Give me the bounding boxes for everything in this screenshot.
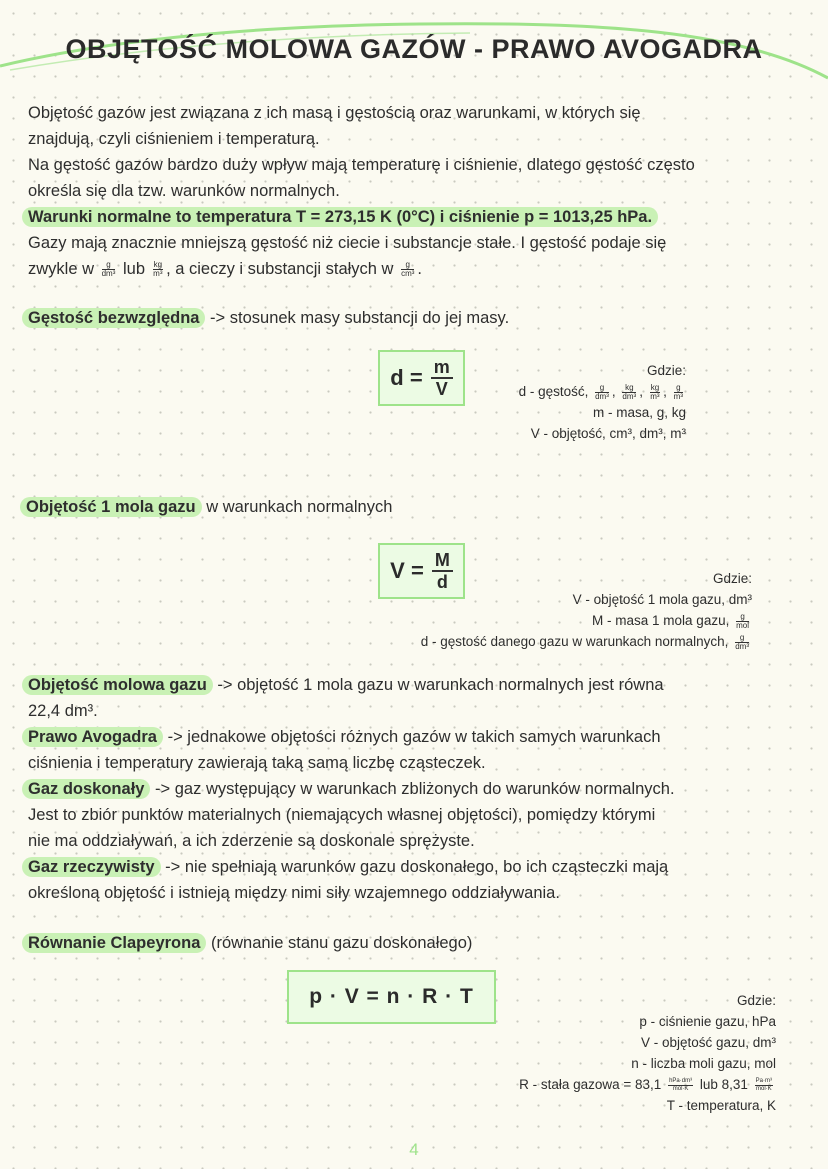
- intro-line: Objętość gazów jest związana z ich masą i gęstością oraz warunkami, w których się: [28, 104, 641, 122]
- definition-text: -> nie spełniają warunków gazu doskonałego, bo ich cząsteczki mają: [160, 858, 669, 876]
- intro-units-line: [28, 256, 788, 282]
- avogadro-term: Prawo Avogadra: [22, 727, 163, 747]
- clapeyron-formula-box: [287, 970, 496, 1024]
- intro-text: lub: [122, 260, 146, 278]
- density-legend: [519, 360, 686, 444]
- legend-line: p - ciśnienie gazu, hPa: [639, 1014, 776, 1029]
- unit-fraction: $\frac{kg}{\text{m³}}$: [153, 260, 163, 279]
- intro-text: , a cieczy i substancji stałych w: [166, 260, 394, 278]
- definition-text: -> gaz występujący w warunkach zbliżonych do warunków normalnych.: [150, 780, 675, 798]
- legend-line: V - objętość gazu, dm³: [640, 1035, 776, 1050]
- legend-line: V - objętość 1 mola gazu, dm³: [572, 592, 752, 607]
- clapeyron-legend: [519, 990, 776, 1116]
- definition-text: nie ma oddziaływań, a ich zderzenie są doskonale sprężyste.: [28, 832, 475, 850]
- intro-line: Gazy mają znacznie mniejszą gęstość niż ciecie i substancje stałe. I gęstość podaje się: [28, 234, 667, 252]
- formula-lhs: d =: [390, 365, 423, 390]
- density-definition: -> stosunek masy substancji do jej masy.: [205, 309, 510, 327]
- definition-text: -> jednakowe objętości różnych gazów w takich samych warunkach: [162, 728, 661, 746]
- unit-fraction: $\frac{g}{\text{cm³}}$: [401, 260, 415, 279]
- molar-rest: w warunkach normalnych: [201, 498, 393, 516]
- real-gas-term: Gaz rzeczywisty: [22, 857, 161, 877]
- clapeyron-term: Równanie Clapeyrona: [22, 933, 206, 953]
- legend-line: m - masa, g, kg: [592, 405, 686, 420]
- definition-text: 22,4 dm³.: [28, 702, 98, 720]
- intro-text: .: [417, 260, 422, 278]
- legend-header: Gdzie:: [646, 363, 686, 378]
- definition-text: ciśnienia i temperatury zawierają taką samą liczbę cząsteczek.: [28, 754, 486, 772]
- ideal-gas-term: Gaz doskonały: [22, 779, 150, 799]
- definition-text: Jest to zbiór punktów materialnych (niemających własnej objętości), pomiędzy którymi: [28, 806, 656, 824]
- intro-paragraph: [28, 100, 788, 282]
- legend-line: d - gęstość, $\frac{g}{\text{dm³}}$ , $\frac{kg}{\text{dm³}}$ , $\frac{kg}{\text{m³}}$ , $\frac{g}{\text{m³}}$: [518, 382, 683, 401]
- density-heading: [28, 305, 788, 331]
- legend-line: R - stała gazowa = 83,1 $\frac{\text{hPa·dm³}}{\text{mol·K}}$ lub 8,31 $\frac{\text{Pa·m³}}{\text{mol·K}}$: [519, 1077, 772, 1092]
- intro-text: zwykle w: [28, 260, 95, 278]
- legend-line: d - gęstość danego gazu w warunkach normalnych, $\frac{g}{\text{dm³}}$: [420, 632, 749, 651]
- definitions-block: [28, 672, 788, 906]
- density-formula-box: [378, 350, 465, 406]
- formula-lhs: V =: [390, 558, 424, 583]
- legend-header: Gdzie:: [736, 993, 776, 1008]
- clapeyron-heading: [28, 930, 788, 956]
- molar-legend: [421, 568, 752, 652]
- density-term: Gęstość bezwzględna: [22, 308, 205, 328]
- legend-line: V - objętość, cm³, dm³, m³: [530, 426, 686, 441]
- formula-fraction: $\frac{M}{d}$: [432, 550, 453, 592]
- page-title: OBJĘTOŚĆ MOLOWA GAZÓW - PRAWO AVOGADRA: [65, 34, 763, 64]
- legend-header: Gdzie:: [712, 571, 752, 586]
- molar-term: Objętość 1 mola gazu: [20, 497, 202, 517]
- unit-fraction: $\frac{g}{\text{dm³}}$: [101, 260, 116, 279]
- legend-line: T - temperatura, K: [666, 1098, 776, 1113]
- definition-text: określoną objętość i istnieją między nimi siły wzajemnego oddziaływania.: [28, 884, 560, 902]
- clapeyron-rest: (równanie stanu gazu doskonałego): [206, 934, 473, 952]
- formula-fraction: $\frac{m}{V}$: [431, 357, 453, 399]
- definition-text: -> objętość 1 mola gazu w warunkach normalnych jest równa: [212, 676, 664, 694]
- molar-heading: [26, 494, 786, 520]
- legend-line: M - masa 1 mola gazu, $\frac{g}{\text{mol}}$: [592, 611, 749, 630]
- molar-volume-term: Objętość molowa gazu: [22, 675, 213, 695]
- legend-line: n - liczba moli gazu, mol: [631, 1056, 776, 1071]
- intro-line: znajdują, czyli ciśnieniem i temperaturą.: [28, 130, 320, 148]
- normal-conditions-highlight: Warunki normalne to temperatura T = 273,15 K (0°C) i ciśnienie p = 1013,25 hPa.: [22, 207, 658, 227]
- page-number: 4: [409, 1140, 419, 1159]
- intro-line: określa się dla tzw. warunków normalnych.: [28, 182, 340, 200]
- intro-line: Na gęstość gazów bardzo duży wpływ mają temperaturę i ciśnienie, dlatego gęstość często: [28, 156, 695, 174]
- clapeyron-formula: p · V = n · R · T: [309, 985, 474, 1008]
